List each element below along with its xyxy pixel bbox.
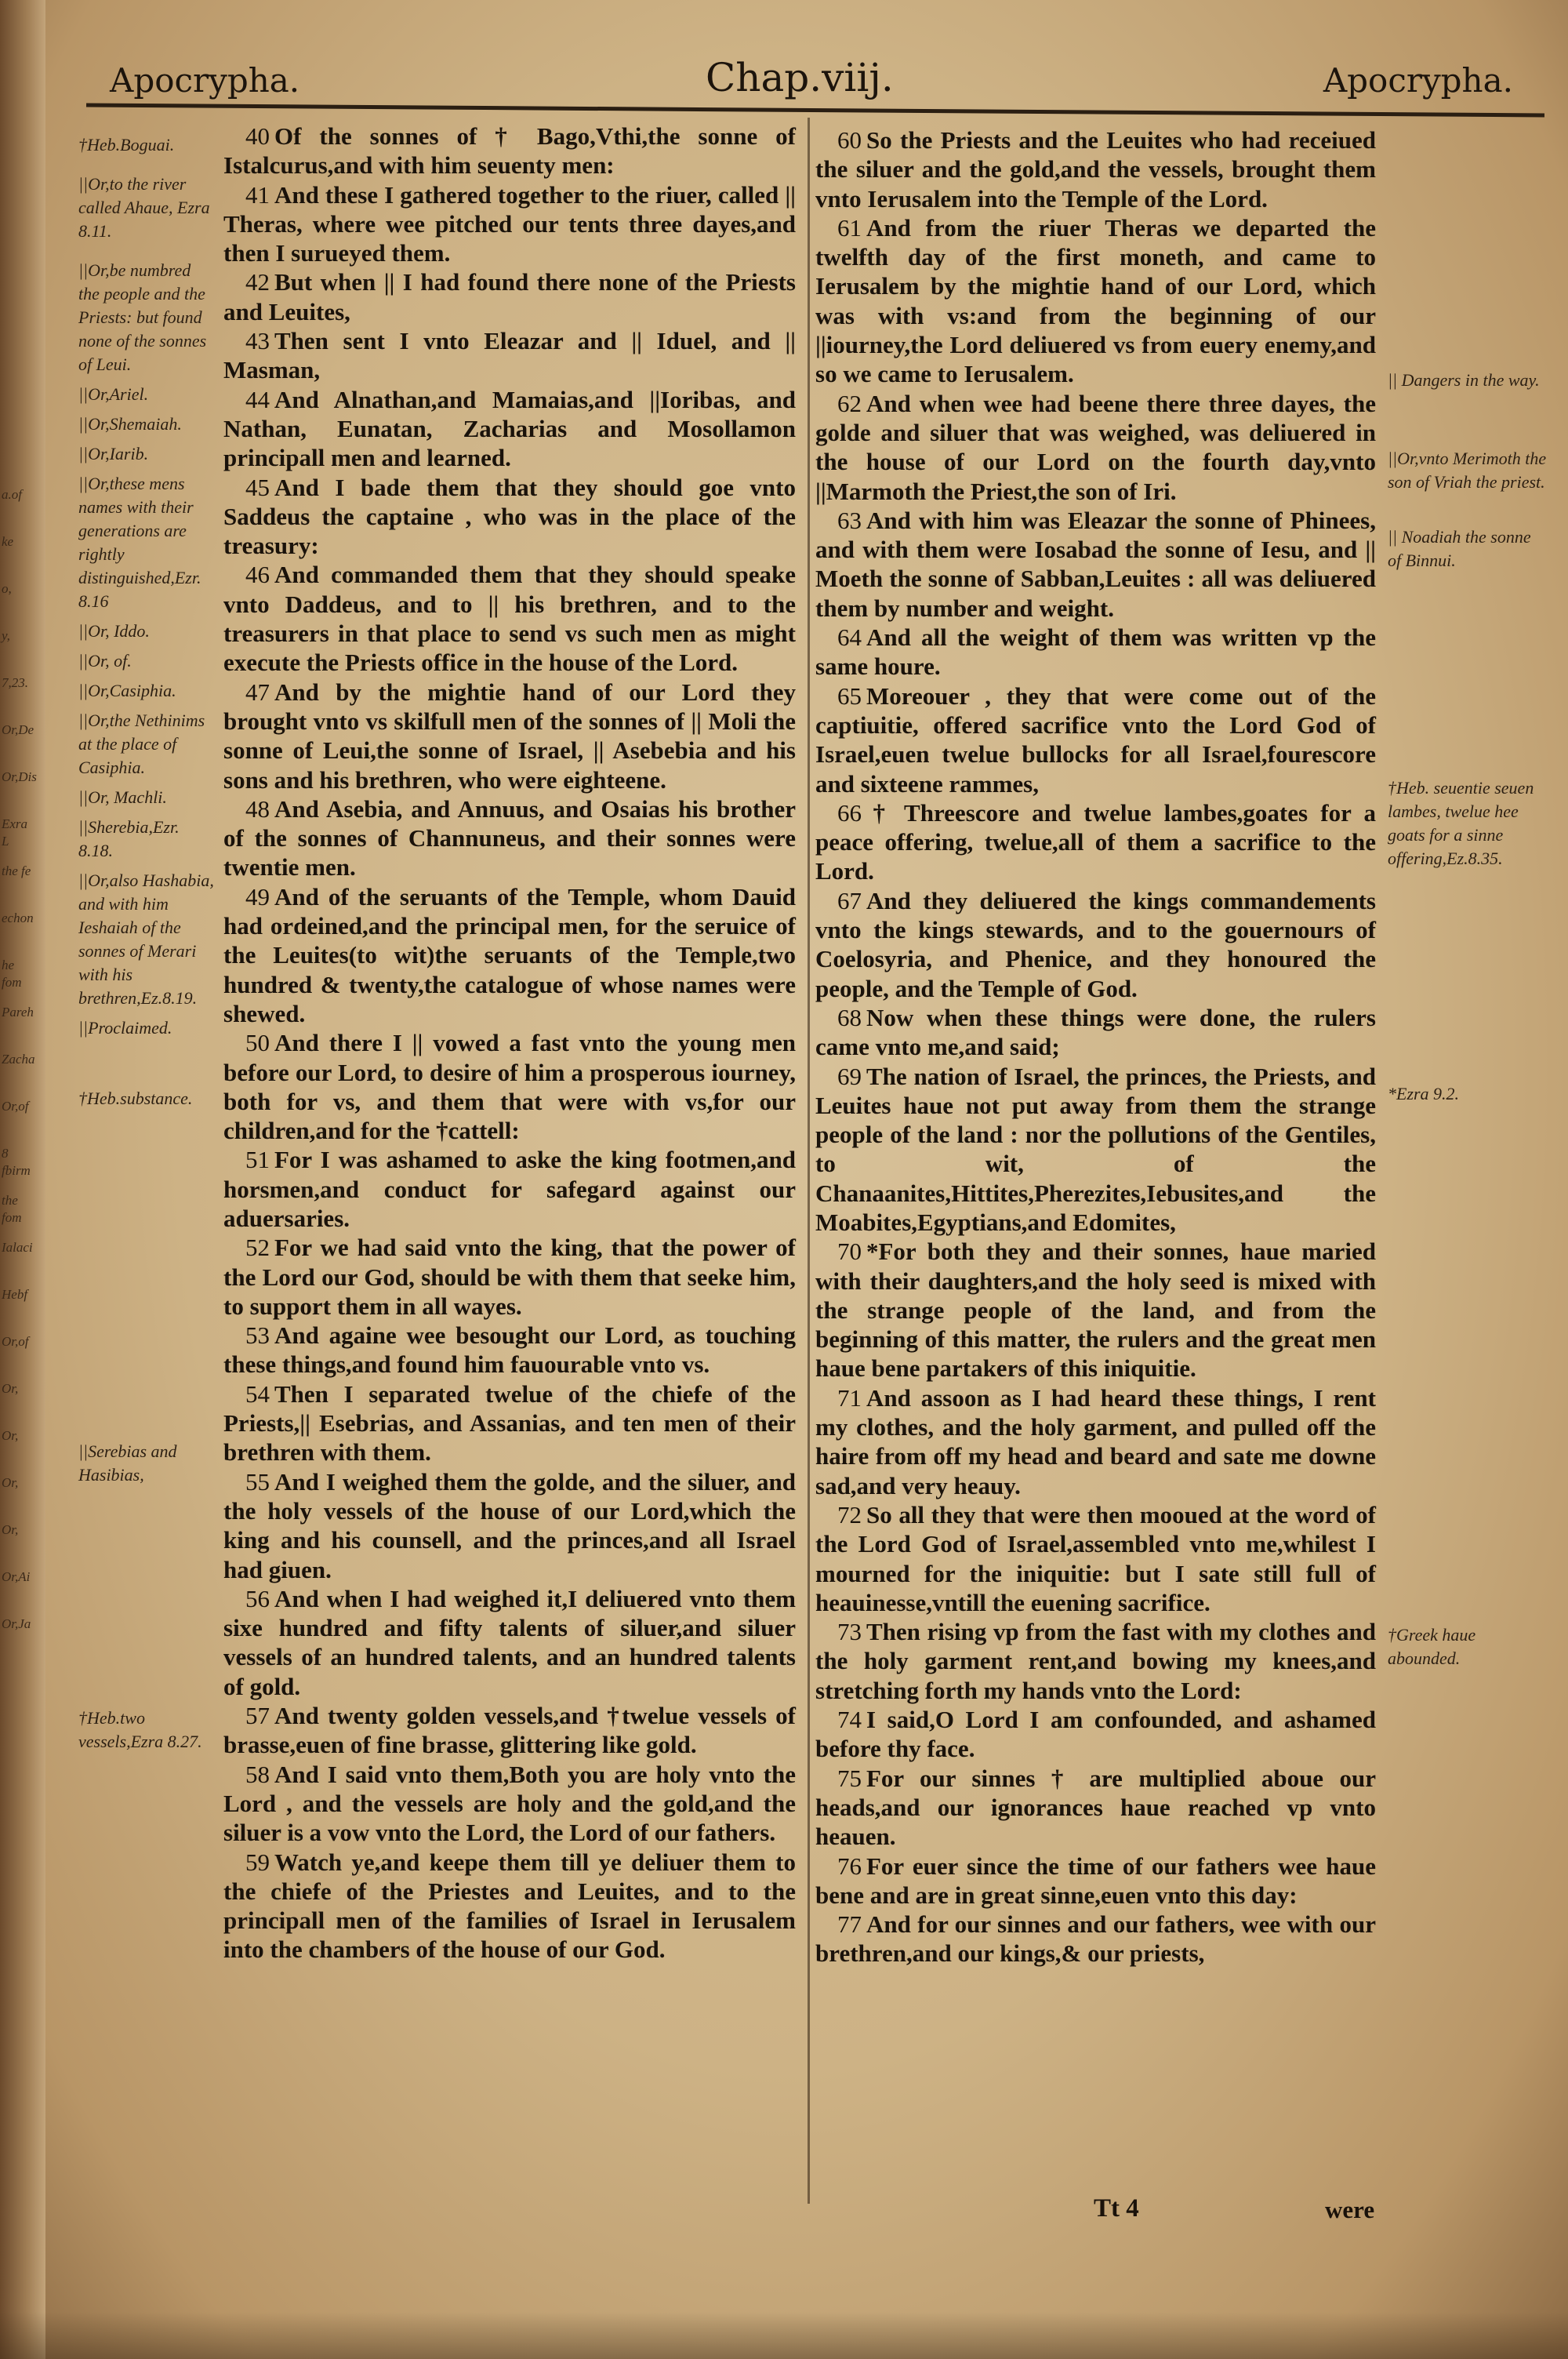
verse-number: 54	[245, 1379, 270, 1408]
verse-number: 63	[837, 506, 862, 534]
verse	[223, 326, 796, 385]
verse	[815, 1617, 1376, 1705]
verse-number: 57	[245, 1702, 270, 1730]
verse-number: 47	[245, 678, 270, 706]
verse-number: 40	[245, 122, 270, 150]
running-head-left: Apocrypha.	[110, 61, 300, 100]
gutter-fragment: Or,	[2, 1522, 19, 1537]
verse-text: And I said vnto them,Both you are holy vnto the Lord , and the vessels are holy and the gold,and the siluer is a vow vnto the Lord, the Lord of our fathers.	[223, 1760, 796, 1847]
verse	[815, 1705, 1376, 1764]
margin-note: ||Or,the Nethinims at the place of Casiphia.	[78, 711, 205, 777]
verse-number: 65	[837, 682, 862, 710]
verse-number: 45	[245, 473, 270, 501]
verse-number: 62	[837, 389, 862, 417]
gutter-fragment: Or,Ja	[2, 1616, 31, 1631]
verse-number: 69	[837, 1062, 862, 1090]
gutter-fragment: Or,of	[2, 1334, 29, 1349]
verse-number: 56	[245, 1584, 270, 1612]
gutter-fragment: Zacha	[2, 1052, 35, 1067]
verse-text: And I weighed them the golde, and the siluer, and the holy vessels of the house of our Lord,which the king and his counsell, and the princes,and all Israel had giuen.	[223, 1467, 796, 1583]
verse	[223, 560, 796, 677]
right-text-column	[815, 125, 1376, 1968]
verse	[223, 882, 796, 1028]
verse	[223, 794, 796, 882]
verse-text: For our sinnes † are multiplied aboue our heads,and our ignorances haue reached vp vnto heauen.	[815, 1764, 1376, 1851]
verse	[815, 886, 1376, 1003]
verse	[223, 1028, 796, 1145]
verse	[815, 1237, 1376, 1383]
verse	[815, 1062, 1376, 1238]
gutter-fragment: Hebf	[2, 1287, 28, 1302]
verse-text: And these I gathered together to the riuer, called || Theras, where wee pitched our tents three dayes,and then I surueyed them.	[223, 180, 796, 267]
verse	[223, 1584, 796, 1701]
verse-number: 52	[245, 1234, 270, 1262]
binding-edge	[0, 0, 45, 2359]
margin-note: ||Proclaimed.	[78, 1018, 172, 1038]
gutter-fragment: ke	[2, 534, 14, 549]
gutter-fragment: Or,of	[2, 1099, 29, 1114]
verse	[223, 1233, 796, 1321]
margin-note: ||Or,Shemaiah.	[78, 414, 182, 434]
gutter-fragment: Exra L	[2, 816, 28, 849]
verse	[223, 1760, 796, 1848]
verse-text: And Asebia, and Annuus, and Osaias his brother of the sonnes of Channuneus, and their sonnes were twentie men.	[223, 794, 796, 881]
verse	[223, 1145, 796, 1233]
verse-number: 49	[245, 882, 270, 911]
verse-text: So all they that were then mooued at the word of the Lord God of Israel,assembled vnto me,whilest I mourned for the iniquitie: but I sate still full of heauinesse,vntill the euening sacrifice.	[815, 1500, 1376, 1616]
verse	[223, 180, 796, 268]
catchword: were	[1325, 2196, 1375, 2223]
verse-text: And there I || vowed a fast vnto the young men before our Lord, to desire of him a prosperous iourney, both for vs, and them that were with vs,for our children,and for the †cattell:	[223, 1029, 796, 1145]
verse-text: And againe wee besought our Lord, as touching these things,and found him fauourable vnto vs.	[223, 1321, 796, 1379]
verse-number: 43	[245, 327, 270, 355]
margin-note: *Ezra 9.2.	[1388, 1084, 1460, 1103]
margin-note: ||Or, of.	[78, 651, 132, 671]
gutter-fragment: 8 fbirm	[2, 1146, 31, 1178]
verse-number: 48	[245, 794, 270, 823]
verse	[815, 1003, 1376, 1062]
header-rule	[86, 104, 1544, 118]
margin-note: ||Or,to the river called Ahaue, Ezra 8.11.	[78, 174, 210, 241]
verse-number: 75	[837, 1764, 862, 1792]
margin-note: || Noadiah the sonne of Binnui.	[1388, 527, 1531, 570]
margin-note: ||Or,vnto Merimoth the son of Vriah the priest.	[1388, 449, 1547, 492]
verse-text: And for our sinnes and our fathers, wee with our brethren,and our kings,& our priests,	[815, 1910, 1376, 1968]
verse	[223, 385, 796, 473]
verse-number: 41	[245, 180, 270, 209]
verse-text: But when || I had found there none of the Priests and Leuites,	[223, 268, 796, 325]
verse	[815, 1764, 1376, 1852]
verse	[223, 122, 796, 180]
gutter-fragment: the fe	[2, 863, 31, 878]
gutter-fragment: o,	[2, 581, 12, 596]
column-divider	[808, 118, 810, 2204]
verse-text: And by the mightie hand of our Lord they brought vnto vs skilfull men of the sonnes of || Moli the sonne of Leui,the sonne of Israel, || Asebebia and his sons and his brethren, who were eighteene.	[223, 678, 796, 794]
verse-number: 67	[837, 886, 862, 914]
gutter-fragment: the fom	[2, 1193, 22, 1225]
verse	[223, 678, 796, 794]
verse	[815, 798, 1376, 886]
verse-text: Then rising vp from the fast with my clothes and the holy garment rent,and bowing my knees,and stretching forth my hands vnto the Lord:	[815, 1618, 1376, 1704]
verse-text: Moreouer , they that were come out of the captiuitie, offered sacrifice vnto the Lord God of Israel,euen twelue bullocks for all Israel,fourescore and sixteene rammes,	[815, 682, 1376, 798]
verse-number: 73	[837, 1618, 862, 1646]
gutter-fragment: Ialaci	[2, 1240, 33, 1255]
verse	[815, 1910, 1376, 1968]
verse-text: Then I separated twelue of the chiefe of the Priests,|| Esebrias, and Assanias, and ten men of their brethren with them.	[223, 1379, 796, 1467]
verse	[223, 1467, 796, 1584]
gutter-fragment: echon	[2, 911, 34, 925]
verse-number: 59	[245, 1848, 270, 1876]
gutter-fragment: Or,	[2, 1475, 19, 1490]
gutter-fragment: a.of	[2, 487, 22, 502]
gutter-fragment: Or,De	[2, 722, 34, 737]
verse-text: For we had said vnto the king, that the power of the Lord our God, should be with them that seeke him, to support them in all wayes.	[223, 1234, 796, 1320]
margin-note: ||Serebias and Hasibias,	[78, 1441, 177, 1485]
margin-note: †Greek haue abounded.	[1388, 1625, 1476, 1668]
running-head-right: Apocrypha.	[1323, 61, 1513, 100]
margin-note: †Heb.two vessels,Ezra 8.27.	[78, 1708, 202, 1751]
verse-text: For I was ashamed to aske the king footmen,and horsmen,and conduct for safegard against our aduersaries.	[223, 1146, 796, 1232]
verse-text: And commanded them that they should speake vnto Daddeus, and to || his brethren, and to the treasurers in that place to send vs such men as might execute the Priests office in the house of the Lord.	[223, 561, 796, 677]
gutter-fragment: Pareh	[2, 1005, 34, 1020]
verse-text: † Threescore and twelue lambes,goates for a peace offering, twelue,all of them a sacrifice to the Lord.	[815, 798, 1376, 885]
verse-text: And they deliuered the kings commandements vnto the kings stewards, and to the gouernours of Coelosyria, and Phenice, and they honoured the people, and the Temple of God.	[815, 886, 1376, 1002]
margin-note: ||Or,these mens names with their generations are rightly distinguished,Ezr. 8.16	[78, 474, 201, 611]
verse-text: And twenty golden vessels,and †twelue vessels of brasse,euen of fine brasse, glittering like gold.	[223, 1702, 796, 1759]
verse-text: And Alnathan,and Mamaias,and ||Ioribas, and Nathan, Eunatan, Zacharias and Mosollamon principall men and learned.	[223, 385, 796, 472]
gutter-fragment: Or,	[2, 1381, 19, 1396]
verse-number: 55	[245, 1467, 270, 1496]
right-margin-notes	[1388, 369, 1548, 1677]
verse-number: 46	[245, 561, 270, 589]
verse	[815, 506, 1376, 623]
chapter-heading: Chap.viij.	[706, 55, 894, 100]
verse-number: 61	[837, 213, 862, 242]
verse	[223, 1321, 796, 1379]
verse	[815, 389, 1376, 506]
verse	[223, 1848, 796, 1965]
verse-text: And from the riuer Theras we departed the twelfth day of the first moneth, and came to Ierusalem by the mightie hand of our Lord, which was with vs:and from the beginning of our ||iourney,the Lord deliuered vs from euery enemy,and so we came to Ierusalem.	[815, 213, 1376, 388]
gutter-fragment: 7,23.	[2, 675, 28, 690]
signature-mark: Tt 4	[1094, 2194, 1139, 2223]
verse-text: And all the weight of them was written vp the same houre.	[815, 623, 1376, 681]
verse	[223, 473, 796, 561]
verse-text: And I bade them that they should goe vnto Saddeus the captaine , who was in the place of the treasury:	[223, 473, 796, 560]
verse	[223, 267, 796, 326]
gutter-fragment: he fom	[2, 958, 22, 990]
verse-text: And assoon as I had heard these things, I rent my clothes, and the holy garment, and pulled off the haire from off my head and beard and sate me downe sad,and very heauy.	[815, 1383, 1376, 1499]
verse	[815, 1500, 1376, 1617]
gutter-fragment: Or,Ai	[2, 1569, 31, 1584]
page-shadow	[0, 2312, 1568, 2359]
verse-text: Of the sonnes of † Bago,Vthi,the sonne of Istalcurus,and with him seuenty men:	[223, 122, 796, 180]
left-text-column	[223, 122, 796, 1965]
verse-number: 71	[837, 1383, 862, 1412]
margin-note: ||Or, Machli.	[78, 787, 167, 807]
verse	[815, 623, 1376, 682]
margin-note: ||Sherebia,Ezr. 8.18.	[78, 817, 180, 860]
verse	[223, 1379, 796, 1467]
margin-note: ||Or, Iddo.	[78, 621, 150, 641]
margin-note: ||Or,Ariel.	[78, 384, 149, 404]
verse-number: 74	[837, 1706, 862, 1734]
verse-number: 51	[245, 1146, 270, 1174]
verse-text: Watch ye,and keepe them till ye deliuer them to the chiefe of the Priestes and Leuites, and to the principall men of the families of Israel in Ierusalem into the chambers of the house of our God.	[223, 1848, 796, 1964]
margin-note: ||Or,also Hashabia, and with him Ieshaiah of the sonnes of Merari with his brethren,Ez.8.19.	[78, 871, 214, 1008]
verse-number: 53	[245, 1321, 270, 1350]
verse-text: So the Priests and the Leuites who had receiued the siluer and the gold,and the vessels, brought them vnto Ierusalem into the Temple of the Lord.	[815, 126, 1376, 213]
margin-note: †Heb.substance.	[78, 1089, 193, 1108]
verse-text: Then sent I vnto Eleazar and || Iduel, and || Masman,	[223, 327, 796, 384]
verse-number: 44	[245, 385, 270, 413]
margin-note: ||Or,Iarib.	[78, 444, 149, 463]
verse	[223, 1701, 796, 1760]
verse-number: 58	[245, 1760, 270, 1788]
verse-number: 77	[837, 1910, 862, 1939]
left-margin-notes	[78, 133, 216, 1760]
margin-note: †Heb.Boguai.	[78, 135, 175, 154]
margin-note: ||Or,be numbred the people and the Priests: but found none of the sonnes of Leui.	[78, 260, 207, 374]
verse	[815, 1852, 1376, 1910]
verse	[815, 125, 1376, 213]
verse	[815, 1383, 1376, 1500]
margin-note: || Dangers in the way.	[1388, 370, 1540, 390]
verse-text: *For both they and their sonnes, haue maried with their daughters,and the holy seed is mixed with the strange people of the land, and from the beginning of this matter, the rulers and the great men haue bene partakers of this iniquitie.	[815, 1238, 1376, 1383]
verse	[815, 682, 1376, 798]
verse-text: And when wee had beene there three dayes, the golde and siluer that was weighed, was deliuered in the house of our Lord on the fourth day,vnto ||Marmoth the Priest,the son of Iri.	[815, 389, 1376, 505]
verse-number: 50	[245, 1029, 270, 1057]
verse-number: 72	[837, 1500, 862, 1528]
margin-note: ||Or,Casiphia.	[78, 681, 176, 700]
verse-number: 76	[837, 1852, 862, 1880]
verse-number: 60	[837, 126, 862, 154]
gutter-fragment: Or,	[2, 1428, 19, 1443]
verse-number: 66	[837, 798, 862, 827]
verse	[815, 213, 1376, 389]
verse-text: And with him was Eleazar the sonne of Phinees, and with them were Iosabad the sonne of Iesu, and || Moeth the sonne of Sabban,Leuites : all was deliuered them by number and weight.	[815, 506, 1376, 622]
verse-number: 64	[837, 623, 862, 652]
verse-number: 68	[837, 1003, 862, 1031]
verse-number: 70	[837, 1238, 862, 1266]
margin-note: †Heb. seuentie seuen lambes, twelue hee goats for a sinne offering,Ez.8.35.	[1388, 778, 1534, 868]
verse-text: Now when these things were done, the rulers came vnto me,and said;	[815, 1003, 1376, 1061]
verse-text: And when I had weighed it,I deliuered vnto them sixe hundred and fifty talents of siluer,and siluer vessels of an hundred talents, and an hundred talents of gold.	[223, 1584, 796, 1700]
gutter-fragment: Or,Dis	[2, 769, 37, 784]
verse-number: 42	[245, 268, 270, 296]
gutter-fragment: y,	[2, 628, 10, 643]
verse-text: The nation of Israel, the princes, the Priests, and Leuites haue not put away from them the strange people of the land : nor the pollutions of the Gentiles, to wit, of the Chanaanites,Hittites,Pherezites,Iebusites,and the Moabites,Egyptians,and Edomites,	[815, 1062, 1376, 1236]
verse-text: For euer since the time of our fathers wee haue bene and are in great sinne,euen vnto this day:	[815, 1852, 1376, 1909]
verse-text: And of the seruants of the Temple, whom Dauid had ordeined,and the principal men, for the seruice of the Leuites(to wit)the seruants of the Temple,two hundred & twenty,the catalogue of whose names were shewed.	[223, 882, 796, 1027]
verse-text: I said,O Lord I am confounded, and ashamed before thy face.	[815, 1706, 1376, 1763]
